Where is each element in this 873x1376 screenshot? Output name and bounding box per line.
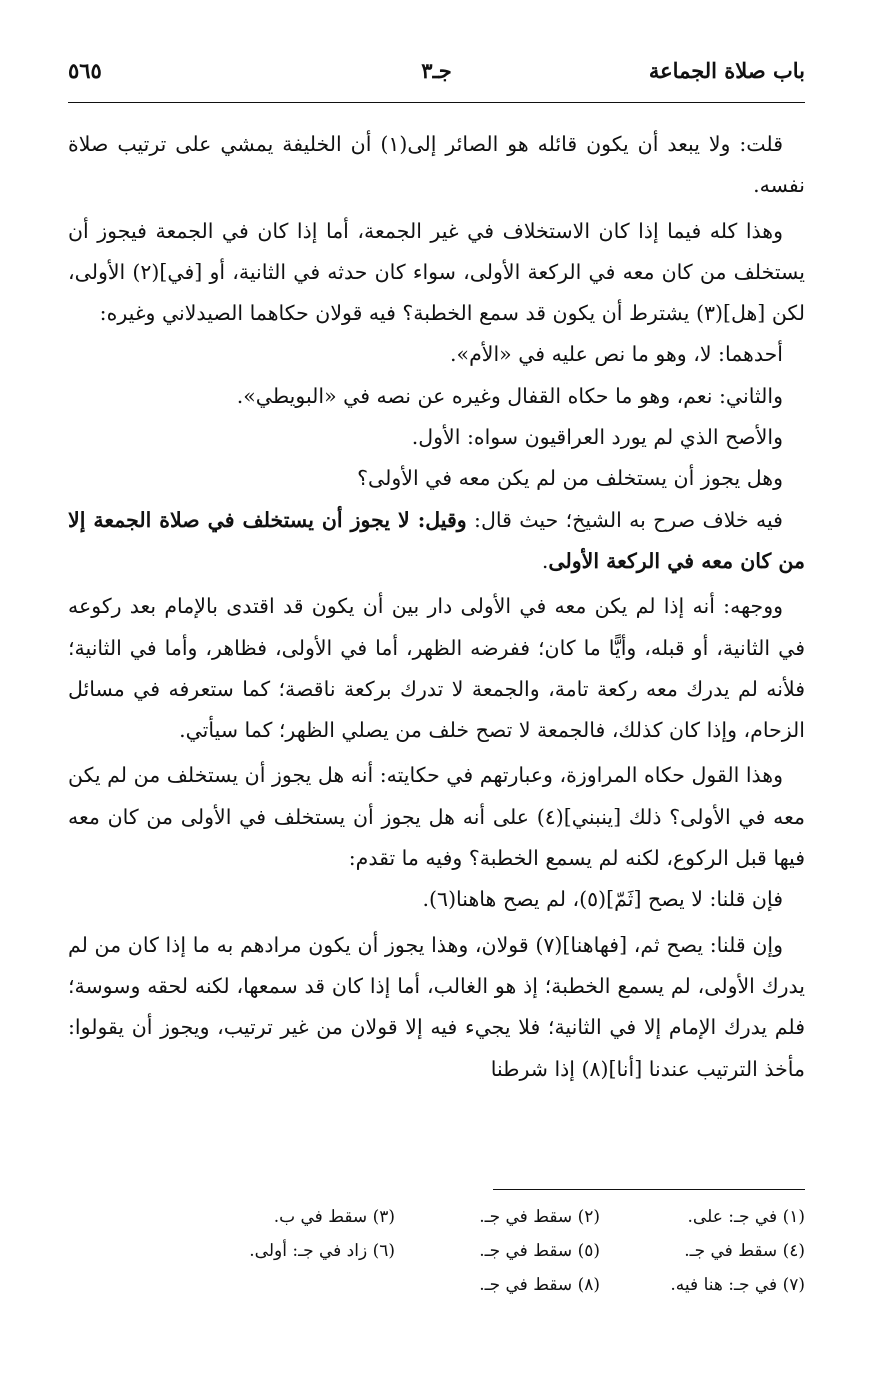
page-number: ٥٦٥ [68,58,102,83]
header-rule [68,102,805,103]
paragraph: وهذا القول حكاه المراوزة، وعبارتهم في حكايته: أنه هل يجوز أن يستخلف من لم يكن معه في الأولى؟ ذلك [ينبني](٤) على أنه هل يجوز أن يستخلف في الأولى من كان معه فيها قبل الركوع، لكنه لم يسمع الخطبة؟ وفيه ما تقدم: [68,763,806,871]
paragraph-text: فيه خلاف صرح به الشيخ؛ حيث قال: [466,507,783,532]
footnote-row [180,1234,805,1268]
paragraph-with-quote [68,500,805,583]
paragraph: وهذا كله فيما إذا كان الاستخلاف في غير الجمعة، أما إذا كان في الجمعة فيجوز أن يستخلف من كان معه في الركعة الأولى، سواء كان حدثه في الثانية، أو [في](٢) الأولى، لكن [هل](٣) يشترط أن يكون قد سمع الخطبة؟ فيه قولان حكاهما الصيدلاني وغيره: [68,218,806,326]
quoted-matn: وقيل: لا يجوز أن يستخلف في صلاة الجمعة إلا من كان معه في الركعة الأولى [68,507,805,573]
chapter-title: باب صلاة الجماعة [648,58,805,83]
volume-label: جـ٣ [421,58,452,83]
footnote: (٧) في جـ: هنا فيه. [670,1275,805,1295]
footnote: (٦) زاد في جـ: أولى. [249,1241,395,1261]
paragraph: والأصح الذي لم يورد العراقيون سواه: الأول. [411,425,783,450]
footnote-rule [493,1189,805,1190]
footnote-row [180,1200,805,1234]
paragraph: فإن قلنا: لا يصح [ثَمّ](٥)، لم يصح هاهنا(٦). [422,887,783,912]
running-header [68,58,805,92]
footnote: (٨) سقط في جـ. [479,1275,600,1295]
paragraph: والثاني: نعم، وهو ما حكاه القفال وغيره عن نصه في «البويطي». [236,383,783,408]
paragraph-text: . [541,548,549,573]
paragraph: أحدهما: لا، وهو ما نص عليه في «الأم». [450,342,783,367]
footnote-row [180,1268,805,1302]
footnotes [180,1200,805,1302]
paragraph: وإن قلنا: يصح ثم، [فهاهنا](٧) قولان، وهذا يجوز أن يكون مرادهم به ما إذا كان من لم يدرك الأولى، لم يسمع الخطبة؛ إذ هو الغالب، أما إذا كان قد سمعها، لكنه لحقه وسوسة؛ فلم يدرك الإمام إلا في الثانية؛ فلا يجيء فيه إلا قولان من غير ترتيب، ويجوز أن يقولوا: مأخذ الترتيب عندنا [أنا](٨) إذا شرطنا [68,932,805,1081]
footnote: (١) في جـ: على. [687,1207,805,1227]
paragraph: وهل يجوز أن يستخلف من لم يكن معه في الأولى؟ [357,466,783,491]
paragraph: قلت: ولا يبعد أن يكون قائله هو الصائر إلى(١) أن الخليفة يمشي على ترتيب صلاة نفسه. [68,132,805,198]
footnote: (٤) سقط في جـ. [684,1241,805,1261]
paragraph: ووجهه: أنه إذا لم يكن معه في الأولى دار بين أن يكون قد اقتدى بالإمام بعد ركوعه في الثانية، أو قبله، وأيًّا ما كان؛ ففرضه الظهر، أما في الأولى، فظاهر، وأما في الثانية؛ فلأنه لم يدرك معه ركعة تامة، والجمعة لا تدرك بركعة ناقصة؛ كما ستعرفه في مسائل الزحام، وإذا كان كذلك، فالجمعة لا تصح خلف من يصلي الظهر؛ كما سيأتي. [68,594,805,743]
footnote: (٣) سقط في ب. [273,1207,395,1227]
main-text [68,124,805,1090]
footnote: (٢) سقط في جـ. [479,1207,600,1227]
footnote: (٥) سقط في جـ. [479,1241,600,1261]
